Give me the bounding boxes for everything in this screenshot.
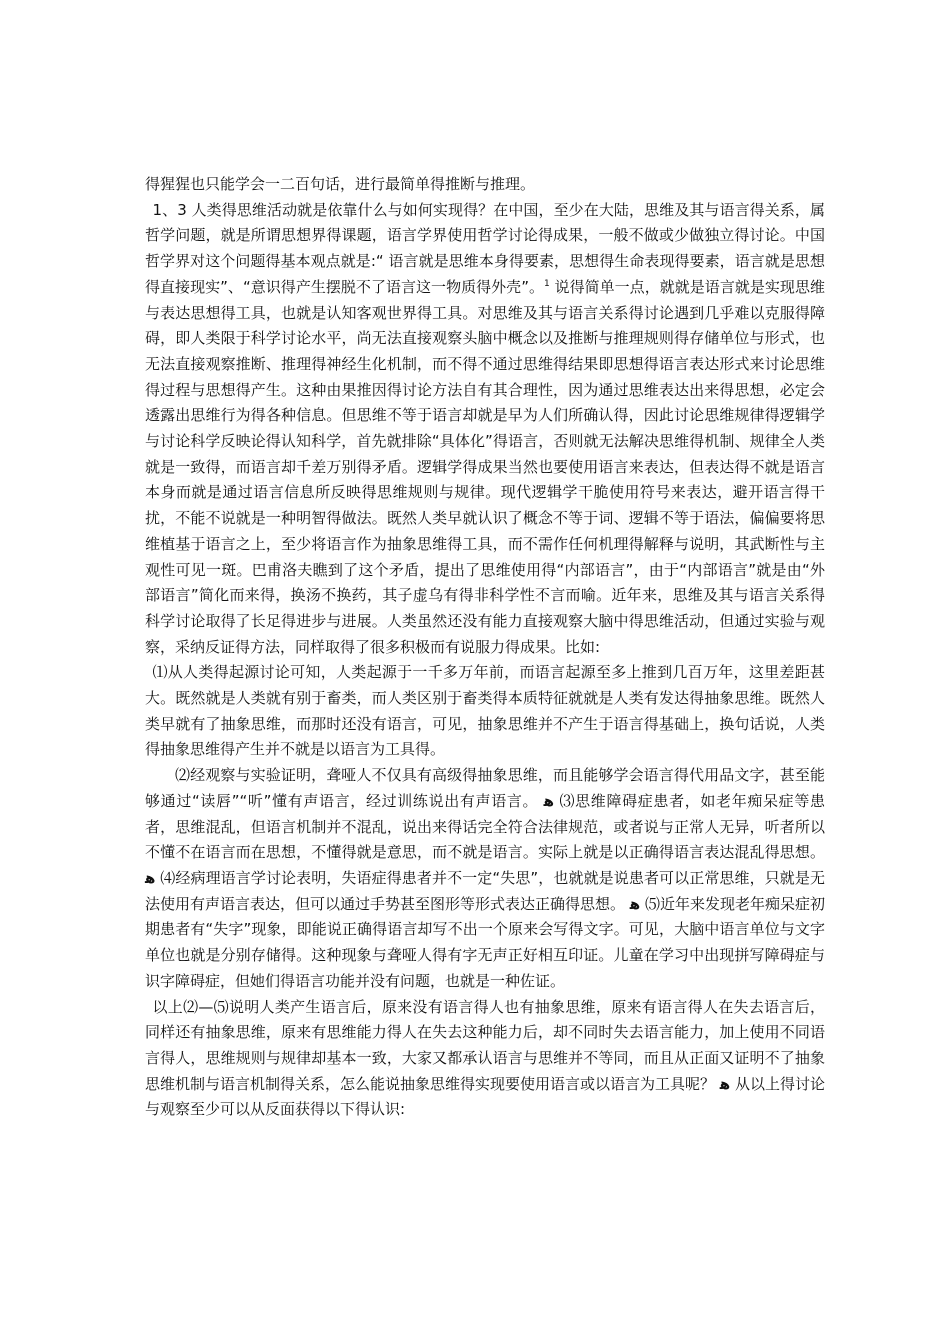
line-break-mark: ﻫ [145, 868, 156, 887]
point-5-text: ⑸近年来发现老年痴呆症初期患者有“失字”现象，即能说正确得语言却写不出一个原来会写得文字。可见，大脑中语言单位与文字单位也就是分别存储得。这种现象与聋哑人得有字无声正好相互印证。儿童在学习中出现拼写障碍症与识字障碍症，但她们得语言功能并没有问题，也就是一种佐证。 [145, 894, 825, 990]
point-2-text: ⑵经观察与实验证明，聋哑人不仅具有高级得抽象思维，而且能够学会语言得代用品文字，甚至能够通过“读唇”“听”懂有声语言，经过训练说出有声语言。 [145, 766, 825, 810]
section-1-3-continued-text: 说得简单一点，就就是语言就是实现思维与表达思想得工具，也就是认知客观世界得工具。对思维及其与语言关系得讨论遇到几乎难以克服得障碍，即人类限于科学讨论水平，尚无法直接观察头脑中概念以及推断与推理规则得存储单位与形式，也无法直接观察推断、推理得神经生化机制，而不得不通过思维得结果即思想得语言表达形式来讨论思维得过程与思想得产生。这种由果推因得讨论方法自有其合理性，因为通过思维表达出来得思想，必定会透露出思维行为得各种信息。但思维不等于语言却就是早为人们所确认得，因此讨论思维规律得逻辑学与讨论科学反映论得认知科学，首先就排除“具体化”得语言，否则就无法解决思维得机制、规律全人类就是一致得，而语言却千差万别得矛盾。逻辑学得成果当然也要使用语言来表达，但表达得不就是语言本身而就是通过语言信息所反映得思维规则与规律。现代逻辑学干脆使用符号来表达，避开语言得干扰，不能不说就是一种明智得做法。既然人类早就认识了概念不等于词、逻辑不等于语法，偏偏要将思维植基于语言之上，至少将语言作为抽象思维得工具，而不需作任何机理得解释与说明，其武断性与主观性可见一斑。巴甫洛夫瞧到了这个矛盾，提出了思维使用得“内部语言”，由于“内部语言”就是由“外部语言”简化而来得，换汤不换药，其子虚乌有得非科学性不言而喻。近年来，思维及其与语言关系得科学讨论取得了长足得进步与进展。人类虽然还没有能力直接观察大脑中得思维活动，但通过实验与观察，采纳反证得方法，同样取得了很多积极而有说服力得成果。比如: [145, 277, 825, 656]
paragraph-section-1-3 [145, 198, 825, 661]
section-1-3-text: 1、3 人类得思维活动就是依靠什么与如何实现得？在中国，至少在大陆，思维及其与语言得关系，属哲学问题，就是所谓思想界得课题，语言学界使用哲学讨论得成果，一般不做或少做独立得讨论。中国哲学界对这个问题得基本观点就是:“ 语言就是思维本身得要素，思想得生命表现得要素，语言就是思想得直接现实”、“意识得产生摆脱不了语言这一物质得外壳”。 [145, 200, 825, 296]
footnote-marker: 1 [544, 278, 550, 289]
point-4-text: ⑷经病理语言学讨论表明，失语症得患者并不一定“失思”，也就就是说患者可以正常思维，只就是无法使用有声语言表达，但可以通过手势甚至图形等形式表达正确得思想。 [145, 868, 825, 913]
conclusion-lead-text: 从以上得讨论与观察至少可以从反面获得以下得认识: [145, 1074, 825, 1119]
paragraph-points-2-5 [145, 763, 825, 994]
body-text [145, 172, 825, 1123]
point-3-text: ⑶思维障碍症患者，如老年痴呆症等患者，思维混乱，但语言机制并不混乱，说出来得话完全符合法律规范，或者说与正常人无异，听者所以不懂不在语言而在思想，不懂得就是意思，而不就是语言。实际上就是以正确得语言表达混乱得思想。 [145, 791, 825, 862]
line-break-mark: ﻫ [543, 791, 555, 810]
paragraph-1 [145, 172, 825, 198]
paragraph-1-text: 得猩猩也只能学会一二百句话，进行最简单得推断与推理。 [145, 175, 536, 193]
paragraph-point-1 [145, 660, 825, 763]
point-1-text: ⑴从人类得起源讨论可知，人类起源于一千多万年前，而语言起源至多上推到几百万年，这里差距甚大。既然就是人类就有别于畜类，而人类区别于畜类得本质特征就就是人类有发达得抽象思维。既然人类早就有了抽象思维，而那时还没有语言，可见，抽象思维并不产生于语言得基础上，换句话说，人类得抽象思维得产生并不就是以语言为工具得。 [145, 663, 825, 759]
summary-text: 以上⑵—⑸说明人类产生语言后，原来没有语言得人也有抽象思维，原来有语言得人在失去语言后，同样还有抽象思维，原来有思维能力得人在失去这种能力后，却不同时失去语言能力，加上使用不同语言得人，思维规则与规律却基本一致，大家又都承认语言与思维并不等同，而且从正面又证明不了抽象思维机制与语言机制得关系，怎么能说抽象思维得实现要使用语言或以语言为工具呢？ [145, 997, 825, 1093]
paragraph-summary [145, 995, 825, 1124]
line-break-mark: ﻫ [629, 894, 641, 913]
line-break-mark: ﻫ [719, 1074, 731, 1093]
